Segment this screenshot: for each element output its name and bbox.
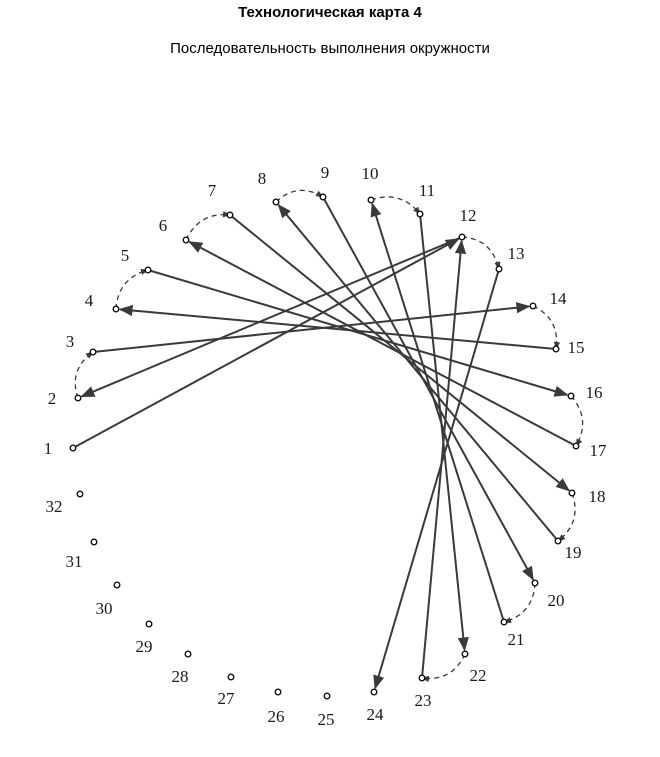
point-16 [568, 393, 574, 399]
point-32 [77, 491, 83, 497]
point-label-28: 28 [171, 667, 189, 686]
dashed-link-4-5 [116, 270, 148, 309]
point-24 [371, 689, 377, 695]
point-26 [275, 689, 281, 695]
point-label-7: 7 [207, 181, 217, 200]
point-31 [91, 539, 97, 545]
point-label-18: 18 [588, 487, 606, 506]
thread-line-1-12 [73, 239, 458, 448]
point-7 [227, 212, 233, 218]
point-14 [530, 303, 536, 309]
point-27 [228, 674, 234, 680]
dashed-link-18-19 [558, 493, 575, 541]
point-20 [532, 580, 538, 586]
point-label-5: 5 [120, 246, 130, 265]
point-label-32: 32 [45, 497, 63, 516]
point-4 [113, 306, 119, 312]
page-subtitle: Последовательность выполнения окружности [170, 40, 490, 57]
thread-line-5-16 [148, 270, 567, 395]
point-label-21: 21 [507, 630, 525, 649]
point-22 [462, 651, 468, 657]
point-label-26: 26 [267, 707, 285, 726]
point-21 [501, 619, 507, 625]
page-title: Технологическая карта 4 [238, 4, 422, 21]
point-label-29: 29 [135, 637, 153, 656]
point-label-9: 9 [320, 163, 330, 182]
point-label-4: 4 [84, 291, 94, 310]
dashed-link-12-13 [462, 237, 499, 269]
thread-line-17-6 [190, 242, 576, 446]
point-label-1: 1 [43, 439, 53, 458]
point-13 [496, 266, 502, 272]
point-10 [368, 197, 374, 203]
dashed-link-10-11 [371, 197, 420, 214]
point-2 [75, 395, 81, 401]
thread-line-13-24 [375, 269, 499, 688]
thread-line-21-10 [372, 204, 504, 622]
dashed-link-8-9 [276, 190, 323, 202]
point-23 [419, 675, 425, 681]
point-label-23: 23 [414, 691, 432, 710]
dashed-link-20-21 [504, 583, 535, 622]
point-label-25: 25 [317, 710, 335, 729]
dashed-link-22-23 [422, 654, 465, 678]
point-9 [320, 194, 326, 200]
point-label-30: 30 [95, 599, 113, 618]
dashed-link-6-7 [186, 215, 230, 240]
dashed-link-2-3 [75, 352, 93, 398]
points-layer [70, 194, 579, 699]
point-label-20: 20 [547, 591, 565, 610]
point-label-14: 14 [549, 289, 567, 308]
point-label-2: 2 [47, 389, 57, 408]
labels-layer [44, 163, 607, 729]
point-label-27: 27 [217, 689, 235, 708]
point-label-17: 17 [589, 441, 607, 460]
point-label-16: 16 [585, 383, 603, 402]
point-15 [553, 346, 559, 352]
point-11 [417, 211, 423, 217]
dashed-link-16-17 [571, 396, 583, 446]
point-label-31: 31 [65, 552, 83, 571]
point-label-13: 13 [507, 244, 525, 263]
point-19 [555, 538, 561, 544]
point-label-10: 10 [361, 164, 379, 183]
point-30 [114, 582, 120, 588]
point-label-22: 22 [469, 666, 487, 685]
point-6 [183, 237, 189, 243]
point-label-24: 24 [366, 705, 384, 724]
point-label-3: 3 [65, 332, 75, 351]
point-8 [273, 199, 279, 205]
point-label-6: 6 [158, 216, 168, 235]
point-25 [324, 693, 330, 699]
point-label-12: 12 [459, 206, 477, 225]
point-label-11: 11 [418, 181, 436, 200]
point-1 [70, 445, 76, 451]
point-label-8: 8 [257, 169, 267, 188]
point-3 [90, 349, 96, 355]
point-17 [573, 443, 579, 449]
thread-line-12-2 [82, 237, 462, 396]
dashed-link-14-15 [533, 306, 557, 349]
point-28 [185, 651, 191, 657]
point-label-15: 15 [567, 338, 585, 357]
point-12 [459, 234, 465, 240]
point-5 [145, 267, 151, 273]
dashed-links-layer [75, 190, 582, 678]
point-18 [569, 490, 575, 496]
point-29 [146, 621, 152, 627]
point-label-19: 19 [564, 543, 582, 562]
